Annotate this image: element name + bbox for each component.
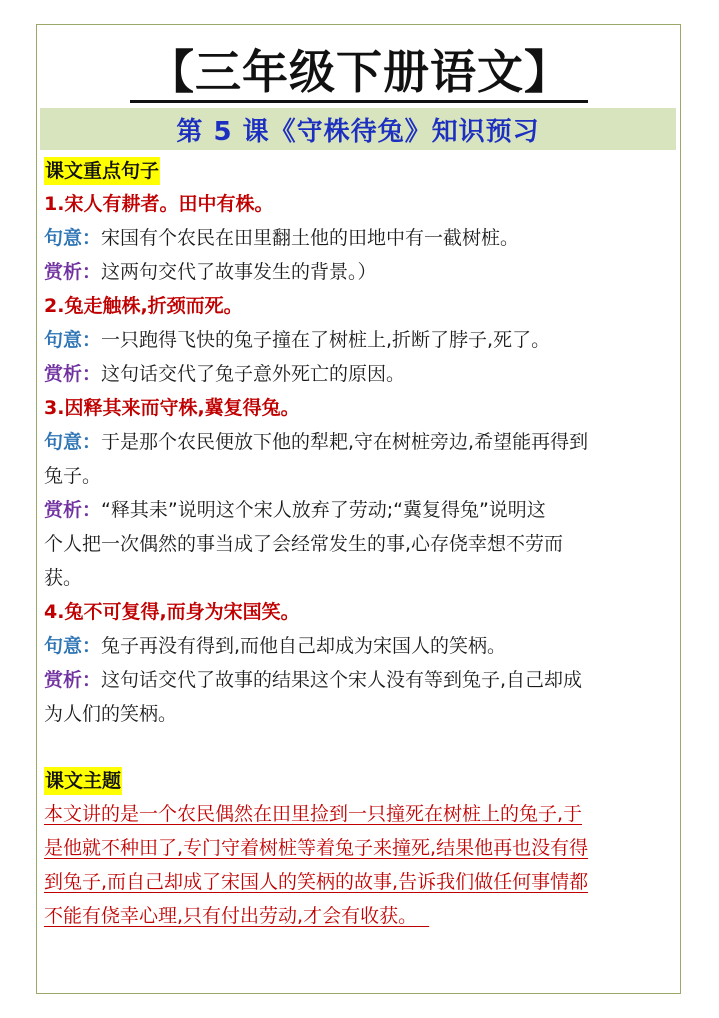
appreciation-label: 赏析： [44, 261, 102, 283]
key-sentence-4: 4.兔不可复得,而身为宋国笑。 [44, 601, 300, 623]
key-sentence-2: 2.兔走触株,折颈而死。 [44, 295, 243, 317]
theme-text-line: 到兔子,而自己却成了宋国人的笑柄的故事,告诉我们做任何事情都 [44, 871, 589, 893]
meaning-text: 兔子再没有得到,而他自己却成为宋国人的笑柄。 [101, 635, 507, 657]
theme-text-line: 不能有侥幸心理,只有付出劳动,才会有收获。 [44, 905, 418, 927]
appreciation-label: 赏析： [44, 363, 102, 385]
appreciation-line [44, 255, 672, 289]
page-title: 【三年级下册语文】 [148, 45, 571, 99]
meaning-line [44, 323, 672, 357]
appreciation-text-continued: 为人们的笑柄。 [44, 703, 178, 725]
meaning-line [44, 629, 672, 663]
meaning-label: 句意： [44, 431, 102, 453]
section-spacer [44, 731, 672, 765]
appreciation-text: 这句话交代了故事的结果这个宋人没有等到兔子,自己却成 [101, 669, 583, 691]
meaning-line [44, 425, 672, 459]
meaning-line [44, 221, 672, 255]
key-sentence-1: 1.宋人有耕者。田中有株。 [44, 193, 274, 215]
appreciation-text-continued: 个人把一次偶然的事当成了会经常发生的事,心存侥幸想不劳而 [44, 533, 564, 555]
theme-underline-tail [417, 905, 429, 927]
meaning-text: 于是那个农民便放下他的犁耙,守在树桩旁边,希望能再得到 [101, 431, 589, 453]
meaning-text-continued: 兔子。 [44, 465, 102, 487]
meaning-label: 句意： [44, 329, 102, 351]
appreciation-label: 赏析： [44, 499, 102, 521]
appreciation-line [44, 663, 672, 697]
appreciation-line [44, 493, 672, 527]
appreciation-text: 这句话交代了兔子意外死亡的原因。 [101, 363, 406, 385]
section-heading-key-sentences: 课文重点句子 [44, 157, 160, 185]
document-body [44, 155, 672, 933]
appreciation-line [44, 357, 672, 391]
appreciation-text: “释其耒”说明这个宋人放弃了劳动;“冀复得兔”说明这 [101, 499, 546, 521]
title-underline [130, 100, 588, 103]
appreciation-label: 赏析： [44, 669, 102, 691]
meaning-label: 句意： [44, 227, 102, 249]
key-sentence-3: 3.因释其来而守株,冀复得兔。 [44, 397, 300, 419]
appreciation-text-continued: 获。 [44, 567, 83, 589]
section-heading-theme: 课文主题 [44, 767, 122, 795]
theme-text-line: 是他就不种田了,专门守着树桩等着兔子来撞死,结果他再也没有得 [44, 837, 589, 859]
theme-text-line: 本文讲的是一个农民偶然在田里捡到一只撞死在树桩上的兔子,于 [44, 803, 583, 825]
lesson-title-banner: 第 5 课《守株待兔》知识预习 [40, 108, 676, 150]
meaning-text: 一只跑得飞快的兔子撞在了树桩上,折断了脖子,死了。 [101, 329, 551, 351]
appreciation-text: 这两句交代了故事发生的背景。） [101, 261, 377, 283]
meaning-label: 句意： [44, 635, 102, 657]
meaning-text: 宋国有个农民在田里翻土他的田地中有一截树桩。 [101, 227, 520, 249]
